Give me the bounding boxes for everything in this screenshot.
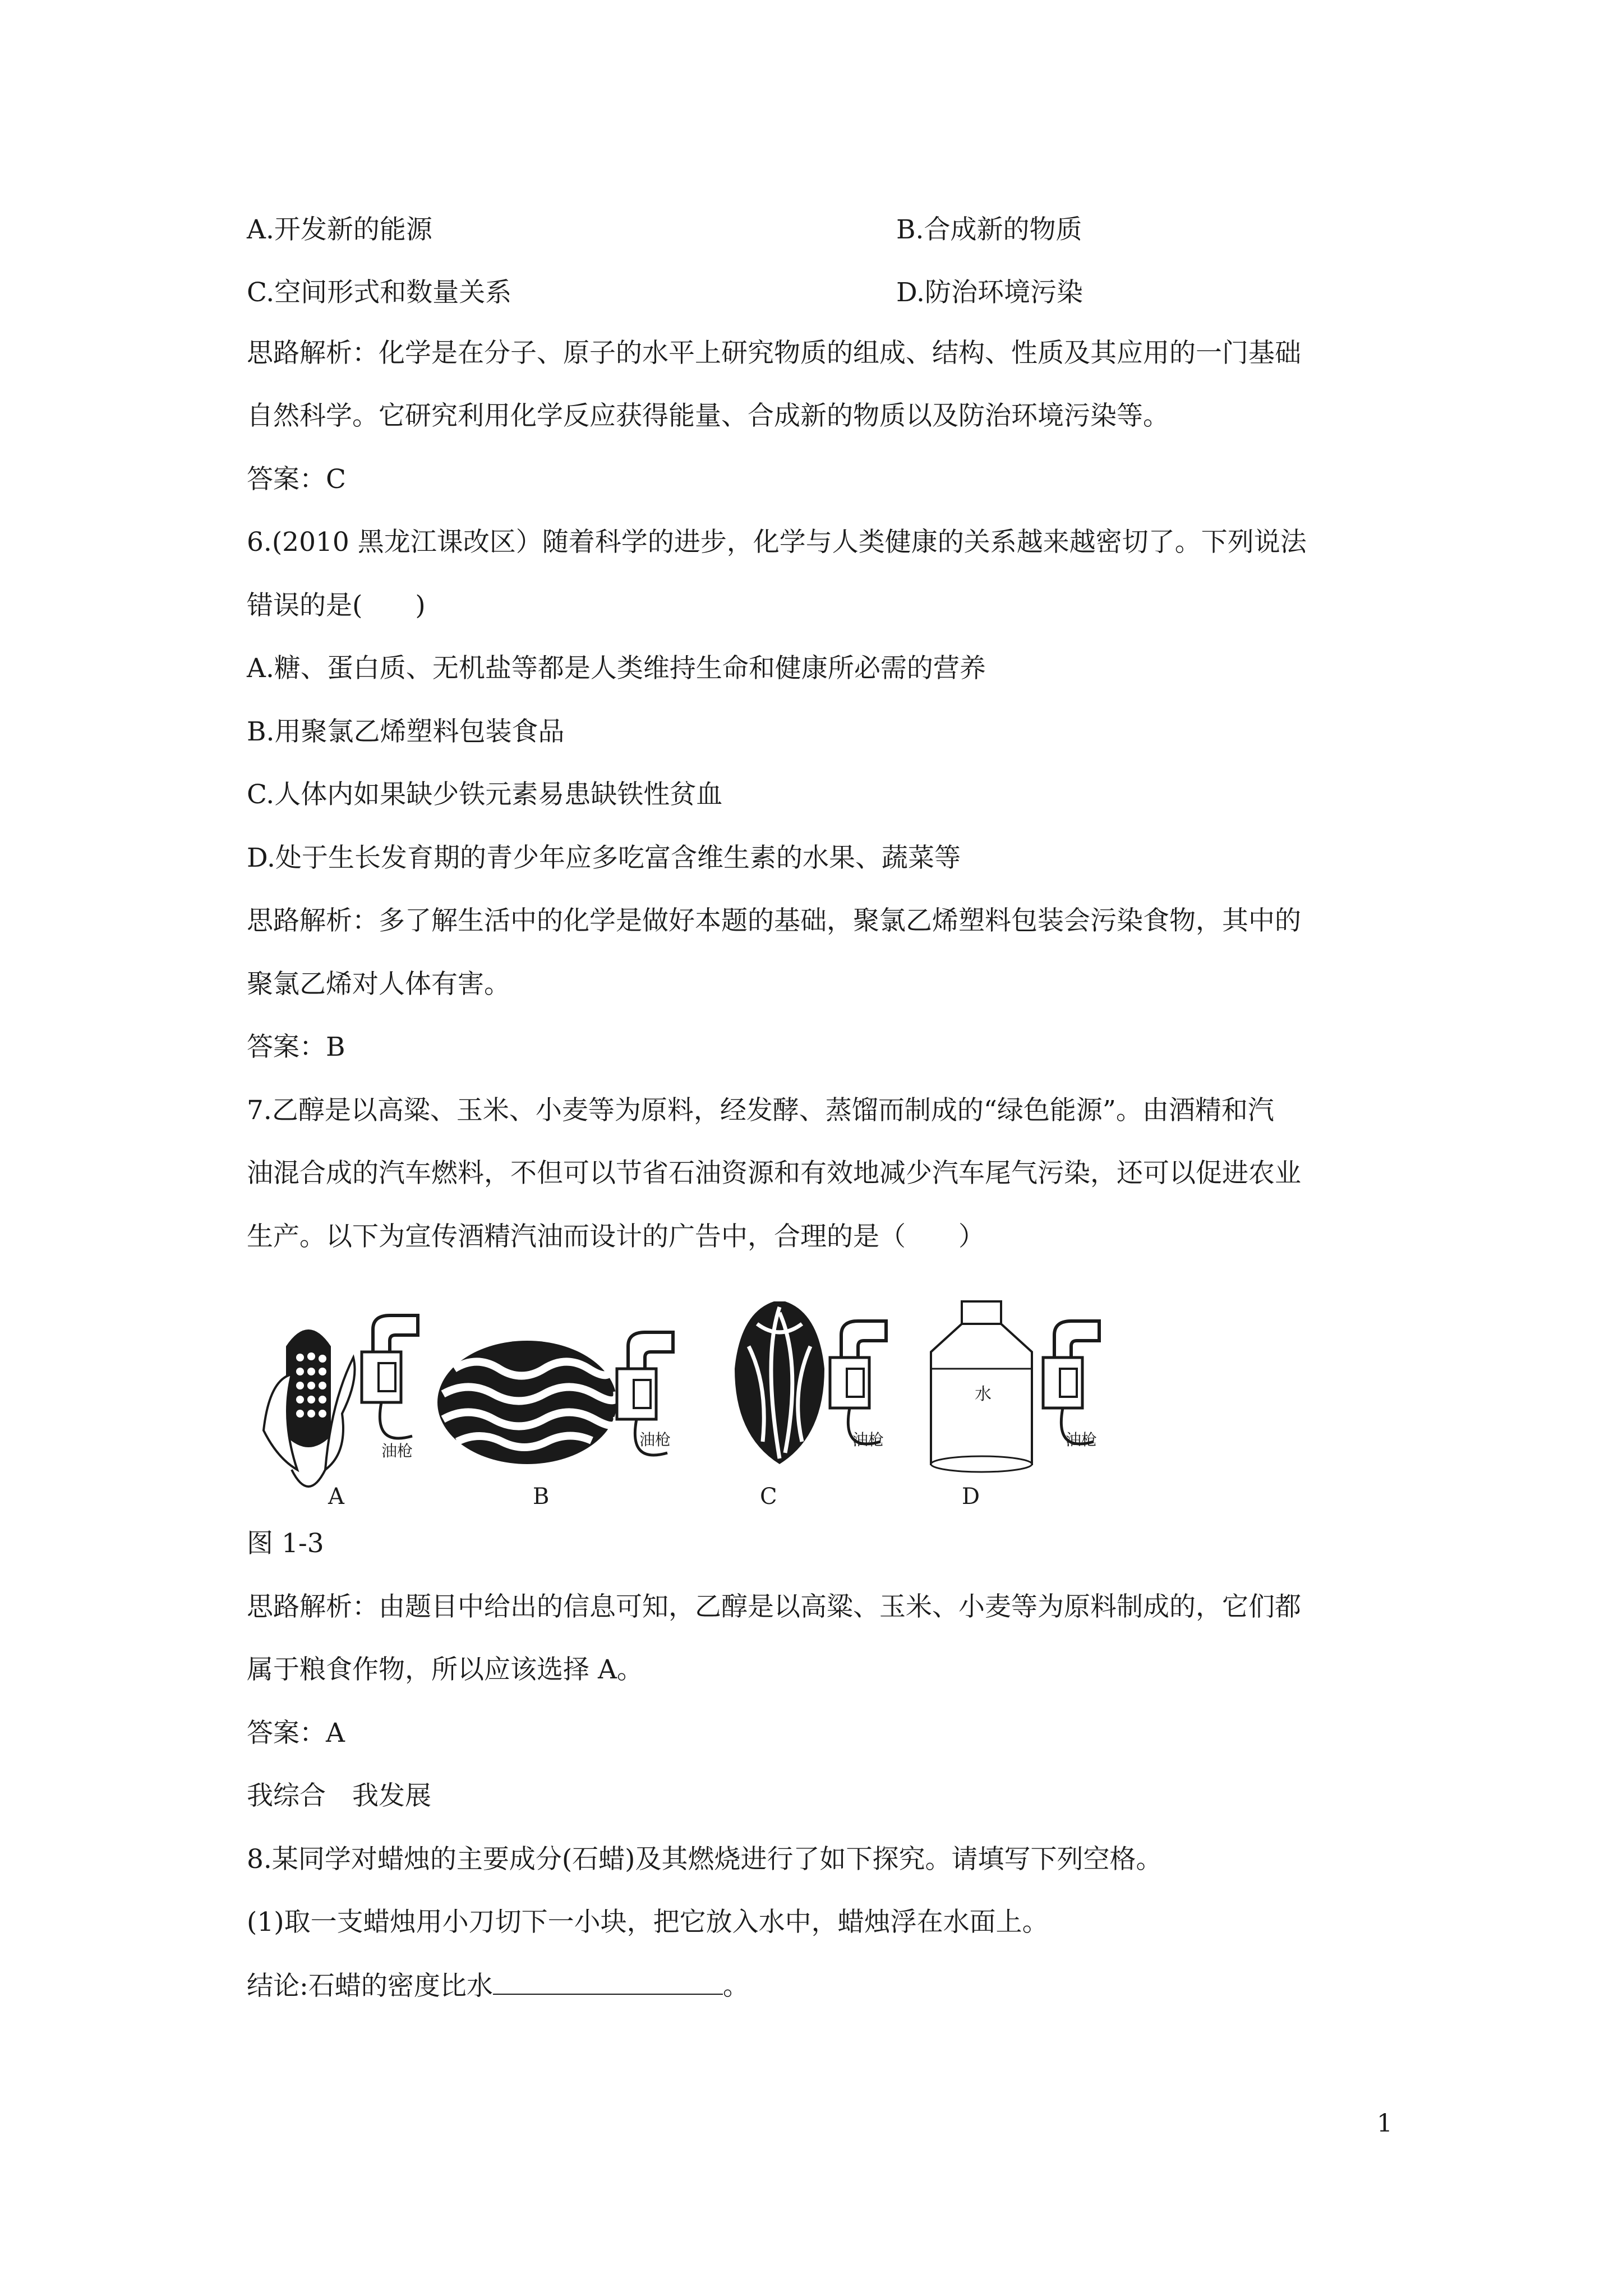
q7-stem-line-2: 油混合成的汽车燃料，不但可以节省石油资源和有效地减少汽车尾气污染，还可以促进农业 — [247, 1158, 1301, 1189]
q5-option-d: D.防治环境污染 — [896, 277, 1083, 308]
q6-option-c: C.人体内如果缺少铁元素易患缺铁性贫血 — [247, 779, 723, 810]
q8-conclusion — [247, 1969, 749, 2003]
q8-conclusion-prefix: 结论:石蜡的密度比水 — [247, 1971, 493, 2001]
q7-analysis-line-2: 属于粮食作物，所以应该选择 A。 — [247, 1654, 643, 1685]
watermelon-icon — [437, 1341, 617, 1464]
q6-option-a: A.糖、蛋白质、无机盐等都是人类维持生命和健康所必需的营养 — [247, 653, 986, 684]
q7-stem-line-1: 7.乙醇是以高粱、玉米、小麦等为原料，经发酵、蒸馏而制成的“绿色能源”。由酒精和汽 — [247, 1095, 1274, 1126]
figure-label-d: D — [962, 1484, 980, 1510]
q8-part-1: (1)取一支蜡烛用小刀切下一小块，把它放入水中，蜡烛浮在水面上。 — [247, 1907, 1049, 1938]
figure-label-b: B — [533, 1484, 550, 1510]
fuel-gun-icon — [830, 1321, 886, 1444]
q8-conclusion-suffix: 。 — [722, 1971, 749, 2001]
q6-answer: 答案：B — [247, 1032, 345, 1062]
water-label: 水 — [975, 1384, 992, 1404]
q8-answer-blank[interactable] — [493, 1969, 723, 1995]
corn-icon — [264, 1329, 355, 1487]
q6-analysis-line-2: 聚氯乙烯对人体有害。 — [247, 969, 510, 1000]
q6-analysis-line-1: 思路解析：多了解生活中的化学是做好本题的基础，聚氯乙烯塑料包装会污染食物，其中的 — [247, 905, 1301, 936]
figure-caption: 图 1-3 — [247, 1528, 324, 1559]
q5-option-a: A.开发新的能源 — [247, 214, 432, 245]
fuel-gun-label-c: 油枪 — [852, 1430, 884, 1449]
fuel-gun-icon — [1043, 1321, 1099, 1444]
section-title: 我综合 我发展 — [247, 1780, 431, 1811]
q7-figure — [247, 1290, 1144, 1515]
q5-analysis-line-2: 自然科学。它研究利用化学反应获得能量、合成新的物质以及防治环境污染等。 — [247, 401, 1169, 431]
q5-answer: 答案：C — [247, 464, 346, 495]
q6-stem-line-1: 6.(2010 黑龙江课改区）随着科学的进步，化学与人类健康的关系越来越密切了。下列说法 — [247, 527, 1307, 558]
q6-option-b: B.用聚氯乙烯塑料包装食品 — [247, 716, 565, 747]
q8-stem: 8.某同学对蜡烛的主要成分(石蜡)及其燃烧进行了如下探究。请填写下列空格。 — [247, 1844, 1163, 1875]
fuel-gun-label-d: 油枪 — [1066, 1430, 1098, 1449]
q6-stem-line-2: 错误的是( ) — [247, 590, 426, 621]
q7-analysis-line-1: 思路解析：由题目中给出的信息可知，乙醇是以高粱、玉米、小麦等为原料制成的，它们都 — [247, 1591, 1301, 1622]
q7-stem-line-3: 生产。以下为宣传酒精汽油而设计的广告中，合理的是（ ） — [247, 1221, 985, 1252]
q5-option-b: B.合成新的物质 — [896, 214, 1082, 245]
page-number: 1 — [1377, 2109, 1393, 2138]
q5-option-c: C.空间形式和数量关系 — [247, 277, 512, 308]
cabbage-icon — [735, 1301, 824, 1464]
fuel-gun-label-a: 油枪 — [381, 1442, 413, 1460]
figure-label-c: C — [760, 1484, 777, 1510]
q6-option-d: D.处于生长发育期的青少年应多吃富含维生素的水果、蔬菜等 — [247, 843, 961, 873]
fuel-gun-label-b: 油枪 — [639, 1430, 671, 1449]
figure-label-a: A — [328, 1484, 344, 1510]
q7-answer: 答案：A — [247, 1718, 345, 1749]
q7-figure-drawing — [247, 1290, 1144, 1515]
q5-analysis-line-1: 思路解析：化学是在分子、原子的水平上研究物质的组成、结构、性质及其应用的一门基础 — [247, 338, 1301, 369]
fuel-gun-icon — [362, 1315, 418, 1438]
